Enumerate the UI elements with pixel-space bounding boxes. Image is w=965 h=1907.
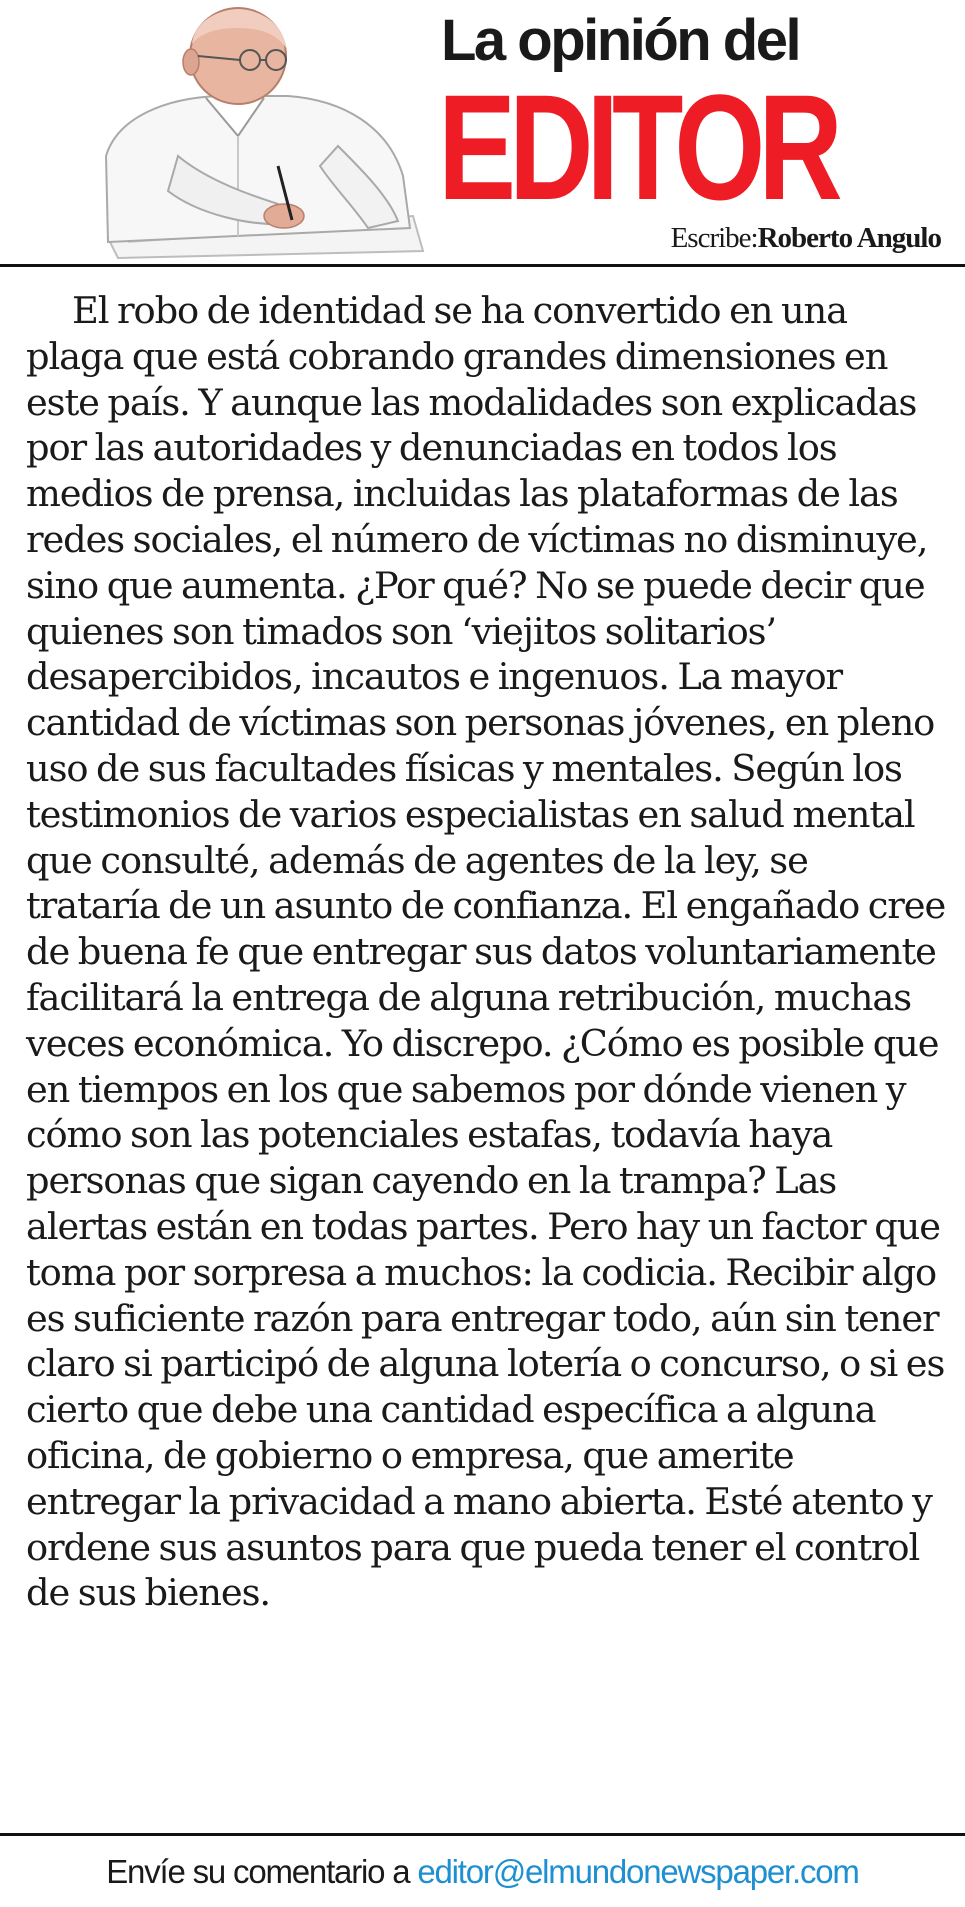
byline-prefix: Escribe:	[670, 222, 758, 254]
footer-lead-text: Envíe su comentario a	[106, 1853, 410, 1890]
editor-email-link[interactable]: editor@elmundonewspaper.com	[417, 1853, 859, 1890]
byline	[671, 222, 941, 255]
article-body: El robo de identidad se ha convertido en una plaga que está cobrando grandes dimensiones en este país. Y aunque las modalidades son explicadas por las autoridades y denunciadas en todos los medios de prensa, incluidas las plataformas de las redes sociales, el número de víctimas no disminuye, sino que aumenta. ¿Por qué? No se puede decir que quienes son timados son ‘viejitos solitarios’ desapercibidos, incautos e ingenuos. La mayor cantidad de víctimas son personas jóvenes, en pleno uso de sus facultades físicas y mentales. Según los testimonios de varios especialistas en salud mental que consulté, además de agentes de la ley, se trataría de un asunto de confianza. El engañado cree de buena fe que entregar sus datos voluntariamente facilitará la entrega de alguna retribución, muchas veces económica. Yo discrepo. ¿Cómo es posible que en tiempos en los que sabemos por dónde vienen y cómo son las potenciales estafas, todavía haya personas que sigan cayendo en la trampa? Las alertas están en todas partes. Pero hay un factor que toma por sorpresa a muchos: la codicia. Recibir algo es suficiente razón para entregar todo, aún sin tener claro si participó de alguna lotería o concurso, o si es cierto que debe una cantidad específica a alguna oficina, de gobierno o empresa, que amerite entregar la privacidad a mano abierta. Esté atento y ordene sus asuntos para que pueda tener el control de sus bienes.	[26, 289, 946, 1615]
column-kicker: La opinión del	[441, 8, 800, 73]
contact-footer	[0, 1844, 965, 1899]
header-divider	[0, 264, 965, 267]
editor-photo	[88, 6, 428, 262]
byline-author-name: Roberto Angulo	[757, 222, 941, 254]
footer-divider	[0, 1833, 965, 1836]
column-masthead: EDITOR	[438, 63, 836, 231]
column-header	[0, 0, 965, 266]
